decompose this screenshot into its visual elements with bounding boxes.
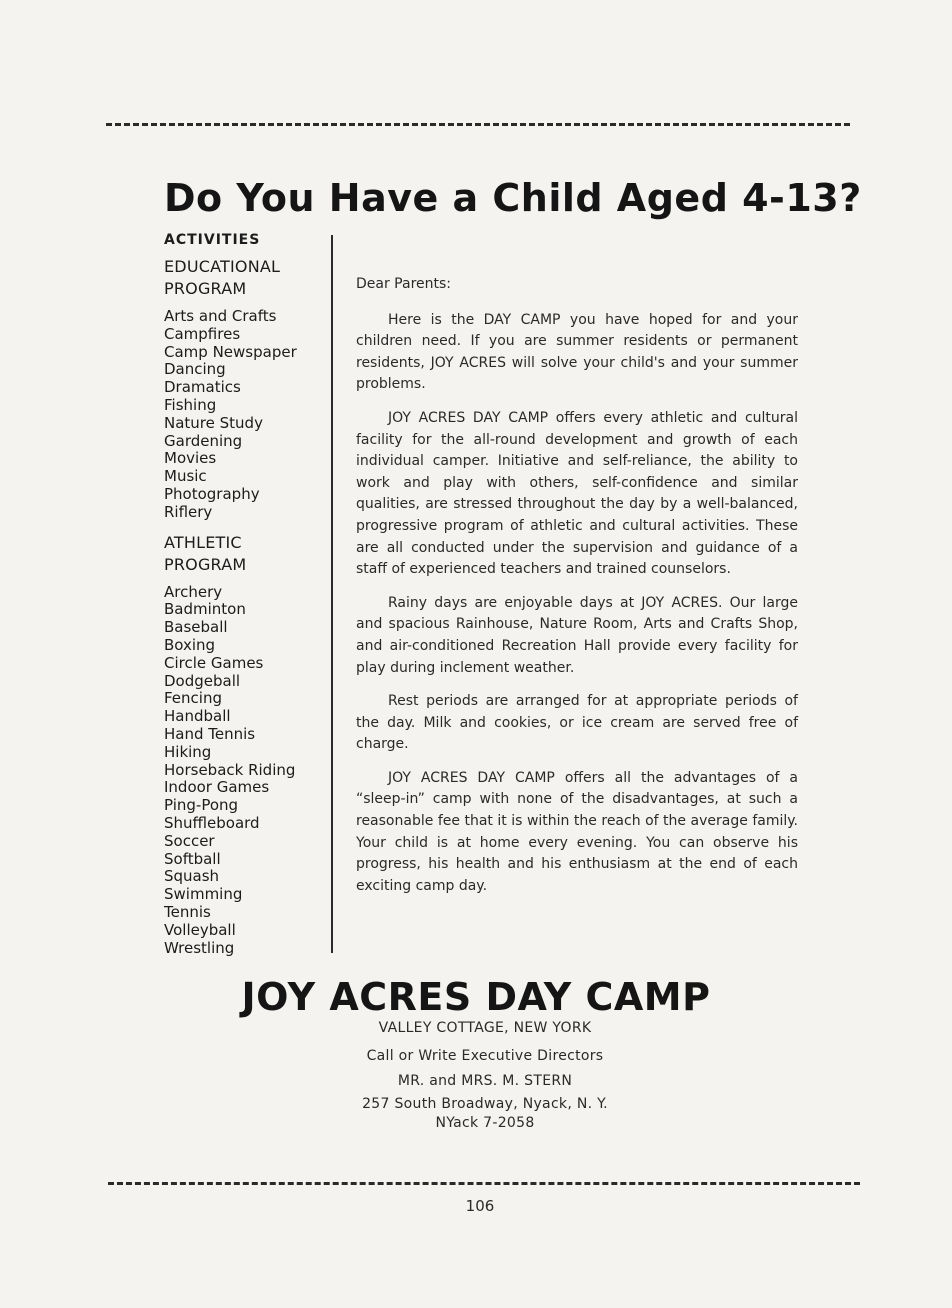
activity-list-item: Riflery	[164, 502, 213, 521]
bottom-dashed-rule	[108, 1182, 860, 1185]
letter-paragraph: Rainy days are enjoyable days at JOY ACRES. Our large and spacious Rainhouse, Nature Room, Arts and Crafts Shop, and air-conditioned Recreation Hall provide every facility for play during inclement weather.	[356, 594, 798, 676]
activity-list-item: Dramatics	[164, 378, 241, 397]
activity-list-item: Indoor Games	[164, 778, 270, 797]
activity-list-item: Soccer	[164, 831, 215, 850]
activity-list-item: Music	[164, 467, 207, 486]
letter-paragraph: JOY ACRES DAY CAMP offers every athletic and cultural facility for the all-round development and growth of each individual camper. Initiative and self-reliance, the ability to work and play with others, self-confidence and similar qualities, are stressed throughout the day by a well-balanced, progressive program of athletic and cultural activities. These are all conducted under the supervision and guidance of a staff of experienced teachers and trained counselors.	[356, 409, 798, 578]
activities-heading: ACTIVITIES	[164, 232, 261, 248]
activity-list-item: Hiking	[164, 742, 212, 761]
page-headline: Do You Have a Child Aged 4-13?	[164, 176, 862, 220]
activity-list-item: Nature Study	[164, 413, 263, 432]
activity-list-item: Archery	[164, 582, 223, 601]
activity-list-item: Camp Newspaper	[164, 342, 297, 361]
activity-list-item: Campfires	[164, 324, 241, 343]
activity-list-item: Ping-Pong	[164, 796, 239, 815]
activity-list-item: Handball	[164, 707, 231, 726]
activity-list-item: Wrestling	[164, 938, 235, 957]
letter-paragraph: Here is the DAY CAMP you have hoped for and your children need. If you are summer residents or permanent residents, JOY ACRES will solve your child's and your summer problems.	[356, 311, 798, 393]
column-divider	[331, 235, 333, 953]
educational-title-line2: PROGRAM	[164, 279, 247, 298]
athletic-title-line1: ATHLETIC	[164, 532, 242, 552]
letter-paragraph: Rest periods are arranged for at appropriate periods of the day. Milk and cookies, or ice cream are served free of charge.	[356, 693, 798, 753]
activity-list-item: Circle Games	[164, 653, 264, 672]
activity-list-item: Movies	[164, 449, 217, 468]
call-or-write: Call or Write Executive Directors	[366, 1048, 604, 1064]
activity-list-item: Dodgeball	[164, 671, 241, 690]
activity-list-item: Dancing	[164, 360, 226, 379]
camp-address: 257 South Broadway, Nyack, N. Y.	[362, 1096, 608, 1112]
camp-location: VALLEY COTTAGE, NEW YORK	[378, 1020, 592, 1036]
activity-list-item: Boxing	[164, 635, 216, 654]
activity-list-item: Fishing	[164, 395, 217, 414]
top-dashed-rule	[106, 123, 850, 126]
educational-title-line1: EDUCATIONAL	[164, 257, 281, 276]
letter-paragraph: JOY ACRES DAY CAMP offers all the advantages of a “sleep-in” camp with none of the disadvantages, at such a reasonable fee that it is within the reach of the average family. Your child is at home every evening. You can observe his progress, his health and his enthusiasm at the end of each exciting camp day.	[356, 769, 798, 894]
activity-list-item: Baseball	[164, 618, 228, 637]
camp-name: JOY ACRES DAY CAMP	[241, 975, 711, 1019]
activity-list-item: Volleyball	[164, 920, 236, 939]
activity-list-item: Photography	[164, 484, 260, 503]
directors-names: MR. and MRS. M. STERN	[397, 1073, 573, 1089]
activity-list-item: Gardening	[164, 431, 243, 450]
activity-list-item: Squash	[164, 867, 220, 886]
athletic-title-line2: PROGRAM	[164, 554, 247, 574]
page-number: 106	[465, 1197, 495, 1215]
activity-list-item: Softball	[164, 849, 221, 868]
letter-greeting: Dear Parents:	[356, 276, 452, 292]
letter-to-parents	[356, 274, 798, 909]
athletic-program-heading	[164, 532, 324, 576]
activity-list-item: Shuffleboard	[164, 813, 260, 832]
activity-list-item: Tennis	[164, 902, 211, 921]
activity-list-item: Arts and Crafts	[164, 307, 277, 325]
activity-list-item: Badminton	[164, 600, 246, 619]
activity-list-item: Fencing	[164, 689, 222, 708]
educational-program-heading	[164, 256, 324, 300]
camp-phone: NYack 7-2058	[435, 1115, 535, 1131]
activity-list-item: Hand Tennis	[164, 724, 256, 743]
athletic-activities-list	[164, 584, 324, 958]
activity-list-item: Swimming	[164, 885, 243, 904]
activity-list-item: Horseback Riding	[164, 760, 296, 779]
activities-column	[164, 232, 324, 967]
educational-activities-list	[164, 308, 324, 522]
